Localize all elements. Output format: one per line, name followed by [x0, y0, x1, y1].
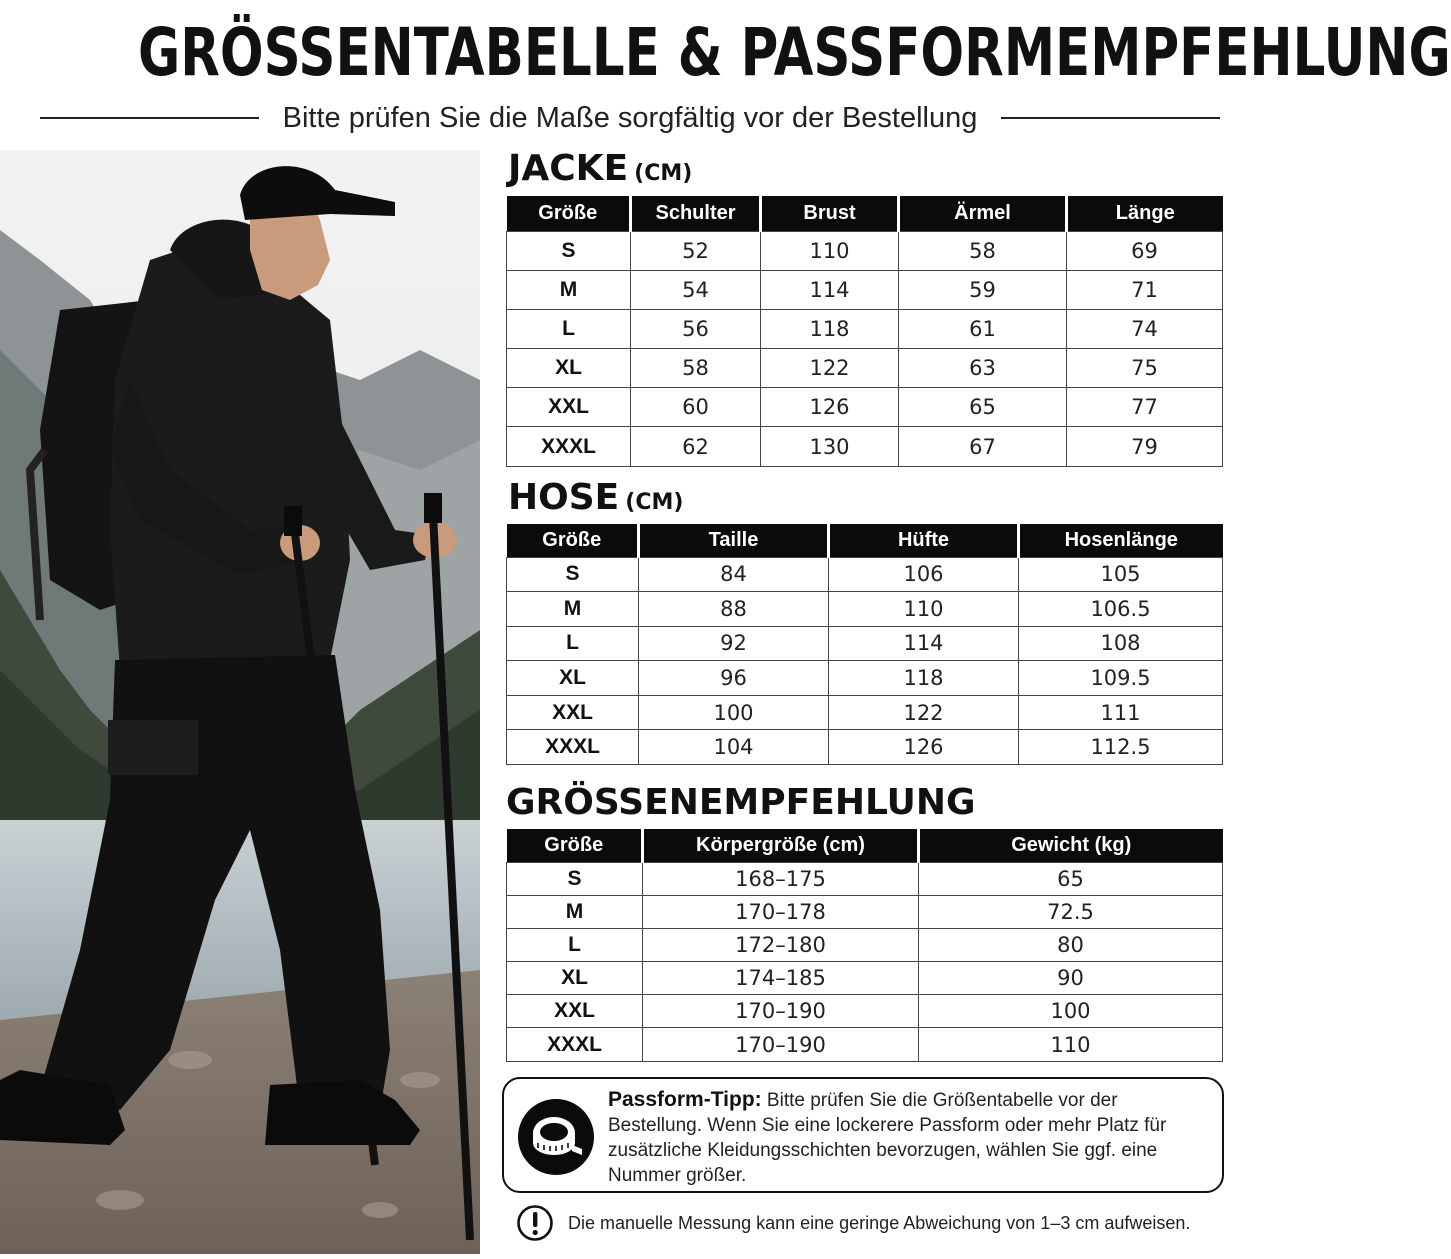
- fit-tip-text: [608, 1087, 1208, 1188]
- jacket-value-cell: 69: [1067, 231, 1223, 270]
- jacket-value-cell: 59: [899, 270, 1067, 309]
- recommendation-value-cell: 170–190: [643, 1028, 919, 1061]
- table-row: [507, 962, 1223, 995]
- pants-value-cell: 122: [829, 695, 1019, 730]
- jacket-value-cell: 71: [1067, 270, 1223, 309]
- page-subtitle: Bitte prüfen Sie die Maße sorgfältig vor der Bestellung: [282, 101, 978, 134]
- recommendation-value-cell: 80: [919, 928, 1223, 961]
- pants-unit: (CM): [625, 490, 684, 515]
- fit-tip-label: Passform-Tipp:: [608, 1088, 762, 1111]
- subtitle-rule-left: [40, 117, 259, 119]
- jacket-value-cell: 65: [899, 388, 1067, 427]
- jacket-size-cell: S: [507, 231, 631, 270]
- pants-value-cell: 106.5: [1019, 592, 1223, 627]
- pants-header-cell: Größe: [507, 524, 639, 557]
- pants-value-cell: 106: [829, 557, 1019, 592]
- pants-value-cell: 108: [1019, 626, 1223, 661]
- jacket-value-cell: 58: [899, 231, 1067, 270]
- recommendation-size-cell: XXL: [507, 995, 643, 1028]
- jacket-value-cell: 54: [631, 270, 761, 309]
- pants-size-table: [506, 524, 1223, 765]
- pants-section-title: [508, 477, 683, 518]
- jacket-value-cell: 77: [1067, 388, 1223, 427]
- jacket-header-cell: Länge: [1067, 196, 1223, 231]
- jacket-value-cell: 122: [761, 349, 899, 388]
- pants-value-cell: 111: [1019, 695, 1223, 730]
- recommendation-size-cell: M: [507, 895, 643, 928]
- pants-size-cell: XL: [507, 661, 639, 696]
- recommendation-value-cell: 100: [919, 995, 1223, 1028]
- recommendation-value-cell: 174–185: [643, 962, 919, 995]
- table-row: [507, 626, 1223, 661]
- pants-value-cell: 105: [1019, 557, 1223, 592]
- recommendation-value-cell: 110: [919, 1028, 1223, 1061]
- jacket-title: JACKE: [508, 148, 629, 189]
- jacket-value-cell: 130: [761, 427, 899, 466]
- pants-value-cell: 126: [829, 730, 1019, 765]
- exclamation-icon: [516, 1204, 554, 1242]
- jacket-value-cell: 75: [1067, 349, 1223, 388]
- jacket-value-cell: 58: [631, 349, 761, 388]
- jacket-size-cell: XL: [507, 349, 631, 388]
- jacket-value-cell: 126: [761, 388, 899, 427]
- recommendation-header-cell: Größe: [507, 829, 643, 862]
- table-row: [507, 557, 1223, 592]
- pants-size-cell: L: [507, 626, 639, 661]
- table-row: [507, 427, 1223, 466]
- fit-tip-first-line: Bitte prüfen Sie die Größentabelle vor der Bestellung.: [608, 1090, 1118, 1136]
- table-row: [507, 309, 1223, 348]
- measurement-note: [516, 1204, 1216, 1242]
- table-row: [507, 388, 1223, 427]
- recommendation-size-cell: XXXL: [507, 1028, 643, 1061]
- table-row: [507, 231, 1223, 270]
- table-row: [507, 862, 1223, 895]
- table-row: [507, 661, 1223, 696]
- recommendation-title: GRÖSSENEMPFEHLUNG: [506, 782, 976, 823]
- jacket-value-cell: 118: [761, 309, 899, 348]
- jacket-size-cell: XXL: [507, 388, 631, 427]
- fit-tip-box: [502, 1077, 1224, 1193]
- jacket-size-table: [506, 196, 1223, 467]
- pants-value-cell: 88: [639, 592, 829, 627]
- pants-value-cell: 104: [639, 730, 829, 765]
- recommendation-value-cell: 72.5: [919, 895, 1223, 928]
- pants-title: HOSE: [508, 477, 620, 518]
- recommendation-value-cell: 170–190: [643, 995, 919, 1028]
- pants-value-cell: 109.5: [1019, 661, 1223, 696]
- recommendation-header-cell: Gewicht (kg): [919, 829, 1223, 862]
- recommendation-header-cell: Körpergröße (cm): [643, 829, 919, 862]
- jacket-header-cell: Größe: [507, 196, 631, 231]
- pants-value-cell: 112.5: [1019, 730, 1223, 765]
- pants-size-cell: M: [507, 592, 639, 627]
- pants-value-cell: 96: [639, 661, 829, 696]
- table-row: [507, 592, 1223, 627]
- pants-header-cell: Hüfte: [829, 524, 1019, 557]
- jacket-value-cell: 62: [631, 427, 761, 466]
- recommendation-value-cell: 170–178: [643, 895, 919, 928]
- jacket-value-cell: 61: [899, 309, 1067, 348]
- measurement-note-text: Die manuelle Messung kann eine geringe Abweichung von 1–3 cm aufweisen.: [568, 1212, 1191, 1233]
- table-row: [507, 270, 1223, 309]
- pants-value-cell: 114: [829, 626, 1019, 661]
- recommendation-value-cell: 65: [919, 862, 1223, 895]
- jacket-size-cell: L: [507, 309, 631, 348]
- pants-header-cell: Taille: [639, 524, 829, 557]
- jacket-size-cell: M: [507, 270, 631, 309]
- recommendation-value-cell: 172–180: [643, 928, 919, 961]
- jacket-value-cell: 79: [1067, 427, 1223, 466]
- recommendation-section-title: [506, 782, 976, 823]
- jacket-section-title: [508, 148, 692, 189]
- jacket-header-cell: Schulter: [631, 196, 761, 231]
- pants-value-cell: 118: [829, 661, 1019, 696]
- table-row: [507, 349, 1223, 388]
- jacket-value-cell: 63: [899, 349, 1067, 388]
- table-row: [507, 928, 1223, 961]
- recommendation-value-cell: 90: [919, 962, 1223, 995]
- measuring-tape-icon: [518, 1099, 594, 1175]
- recommendation-value-cell: 168–175: [643, 862, 919, 895]
- hiker-illustration: [0, 150, 480, 1254]
- pants-value-cell: 110: [829, 592, 1019, 627]
- pants-value-cell: 100: [639, 695, 829, 730]
- jacket-value-cell: 60: [631, 388, 761, 427]
- recommendation-size-cell: S: [507, 862, 643, 895]
- page-title: GRÖSSENTABELLE & PASSFORMEMPFEHLUNG: [137, 14, 1451, 91]
- pants-size-cell: S: [507, 557, 639, 592]
- jacket-value-cell: 56: [631, 309, 761, 348]
- table-row: [507, 995, 1223, 1028]
- jacket-value-cell: 74: [1067, 309, 1223, 348]
- pants-value-cell: 84: [639, 557, 829, 592]
- jacket-value-cell: 52: [631, 231, 761, 270]
- jacket-size-cell: XXXL: [507, 427, 631, 466]
- recommendation-size-cell: XL: [507, 962, 643, 995]
- jacket-header-cell: Brust: [761, 196, 899, 231]
- pants-size-cell: XXL: [507, 695, 639, 730]
- recommendation-size-cell: L: [507, 928, 643, 961]
- table-row: [507, 895, 1223, 928]
- hiker-photo: [0, 150, 480, 1254]
- table-row: [507, 730, 1223, 765]
- table-row: [507, 1028, 1223, 1061]
- subtitle-rule-right: [1001, 117, 1220, 119]
- subtitle-row: [40, 98, 1220, 138]
- recommendation-table: [506, 829, 1223, 1062]
- jacket-value-cell: 114: [761, 270, 899, 309]
- jacket-header-cell: Ärmel: [899, 196, 1067, 231]
- pants-header-cell: Hosenlänge: [1019, 524, 1223, 557]
- jacket-unit: (CM): [634, 161, 693, 186]
- jacket-value-cell: 110: [761, 231, 899, 270]
- table-row: [507, 695, 1223, 730]
- fit-tip-body: Wenn Sie eine lockerere Passform oder mehr Platz für zusätzliche Kleidungsschichten bevorzugen, wählen Sie ggf. eine Nummer größer.: [608, 1115, 1167, 1186]
- pants-value-cell: 92: [639, 626, 829, 661]
- pants-size-cell: XXXL: [507, 730, 639, 765]
- jacket-value-cell: 67: [899, 427, 1067, 466]
